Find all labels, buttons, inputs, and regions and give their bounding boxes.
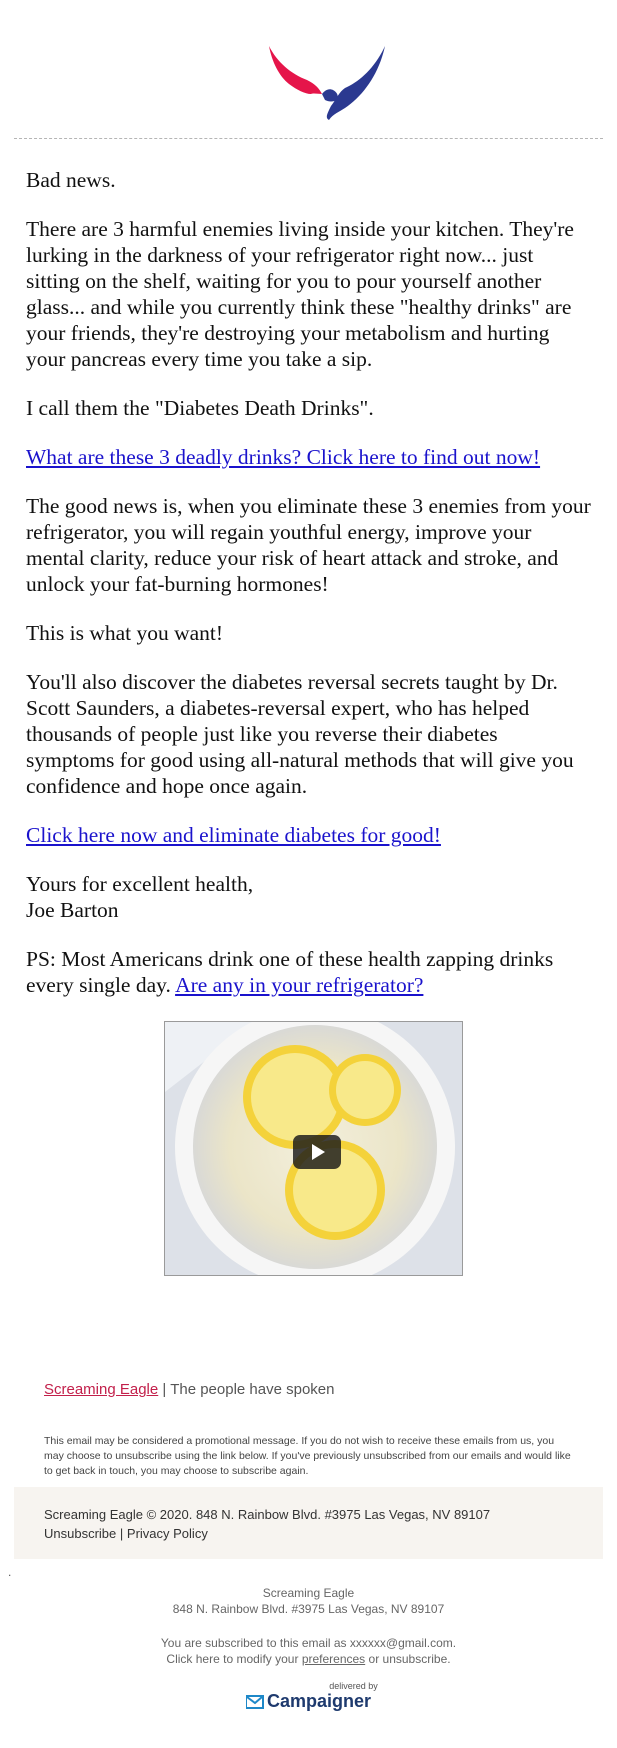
stray-dot: . [8, 1565, 12, 1579]
good-news-paragraph: The good news is, when you eliminate these 3 enemies from your refrigerator, you will regain youthful energy, improve your mental clarity, reduce your risk of heart attack and stroke, and unlock your fat-burning hormones! [26, 494, 591, 596]
refrigerator-link[interactable]: Are any in your refrigerator? [175, 973, 424, 997]
copyright-text: Screaming Eagle © 2020. 848 N. Rainbow Blvd. #3975 Las Vegas, NV 89107 [44, 1507, 491, 1522]
deadly-drinks-link[interactable]: What are these 3 deadly drinks? Click here to find out now! [26, 445, 541, 469]
ps-paragraph [26, 946, 591, 998]
signoff: Yours for excellent health, [26, 872, 254, 896]
campaigner-footer [0, 1585, 617, 1667]
modify-suffix: or unsubscribe. [368, 1652, 451, 1666]
signature-block [26, 871, 591, 923]
what-you-want-paragraph: This is what you want! [26, 621, 224, 645]
ps-text: PS: Most Americans drink one of these health zapping drinks every single day. [26, 947, 554, 997]
modify-prefix: Click here to modify your [166, 1652, 299, 1666]
footer-address: 848 N. Rainbow Blvd. #3975 Las Vegas, NV 89107 [172, 1602, 445, 1616]
greeting: Bad news. [26, 168, 116, 192]
campaigner-logo [246, 1691, 371, 1712]
preferences-link[interactable]: preferences [301, 1652, 366, 1666]
privacy-policy-link[interactable]: Privacy Policy [126, 1526, 208, 1541]
email-body [14, 139, 603, 998]
delivered-by-text: delivered by [329, 1681, 378, 1691]
footer-brand-line [14, 1381, 603, 1398]
unsubscribe-link[interactable]: Unsubscribe [44, 1526, 117, 1541]
signature-name: Joe Barton [26, 898, 119, 922]
header-logo-area [14, 0, 603, 138]
campaigner-envelope-icon [246, 1695, 264, 1709]
discover-paragraph: You'll also discover the diabetes reversal secrets taught by Dr. Scott Saunders, a diabetes-reversal expert, who has helped thousands of people just like you reverse their diabetes symptoms for good using all-natural methods that will give you confidence and hope once again. [26, 670, 574, 798]
eagle-logo-icon [267, 44, 387, 120]
intro-paragraph: There are 3 harmful enemies living inside your kitchen. They're lurking in the darkness of your refrigerator right now... just sitting on the shelf, waiting for you to pour yourself another glass... and while you currently think these "healthy drinks" are your friends, they're destroying your metabolism and hurting your pancreas every time you take a sip. [26, 217, 574, 371]
subscribed-text: You are subscribed to this email as xxxxxx@gmail.com. [160, 1636, 457, 1650]
footer-company: Screaming Eagle [262, 1586, 355, 1600]
legal-box [14, 1487, 603, 1559]
video-thumbnail[interactable] [164, 1021, 463, 1276]
brand-link[interactable]: Screaming Eagle [44, 1381, 159, 1398]
campaigner-brand-text: Campaigner [266, 1691, 372, 1711]
promo-disclaimer: This email may be considered a promotional message. If you do not wish to receive these emails from us, you may choose to unsubscribe using the link below. If you've previously unsubscribed from our emails and would like to get back in touch, you may choose to subscribe again. [44, 1435, 571, 1477]
diabetes-drinks-paragraph: I call them the "Diabetes Death Drinks". [26, 396, 374, 420]
delivered-by-badge[interactable] [0, 1681, 617, 1714]
brand-tagline: | The people have spoken [162, 1381, 335, 1398]
link-separator: | [119, 1526, 124, 1541]
eliminate-diabetes-link[interactable]: Click here now and eliminate diabetes for good! [26, 823, 441, 847]
play-button[interactable] [293, 1135, 341, 1169]
